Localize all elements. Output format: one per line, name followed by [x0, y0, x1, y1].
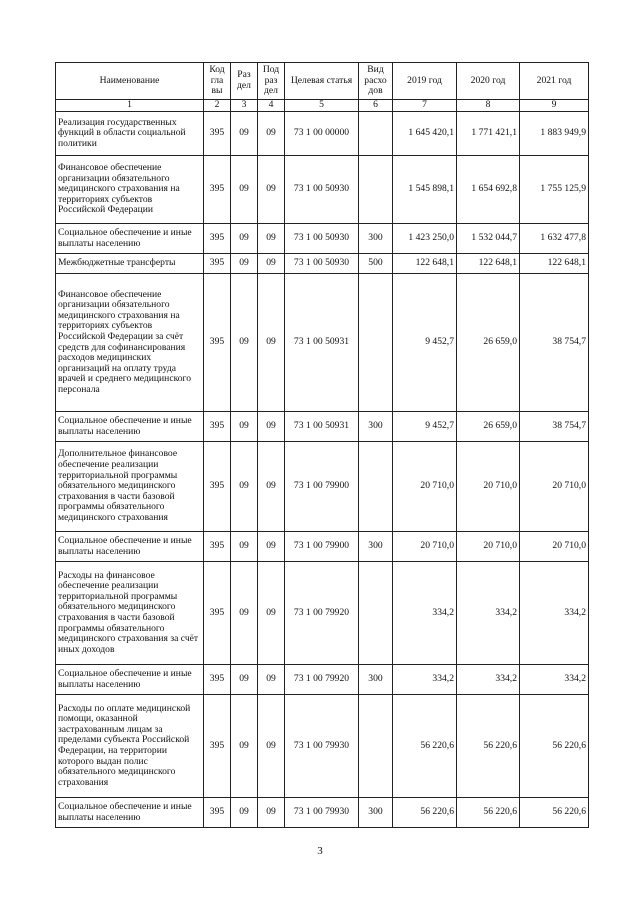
row-razdel: 09	[231, 224, 258, 254]
row-2019: 20 710,0	[393, 442, 457, 532]
row-name: Социальное обеспечение и иные выплаты населению	[56, 532, 204, 562]
row-statya: 73 1 00 79930	[285, 798, 359, 828]
row-2021: 334,2	[520, 665, 589, 695]
row-2019: 334,2	[393, 665, 457, 695]
budget-table	[55, 62, 589, 828]
row-kod: 395	[204, 532, 231, 562]
row-2019: 1 545 898,1	[393, 156, 457, 224]
row-2020: 56 220,6	[457, 695, 520, 798]
table-row	[56, 112, 589, 156]
row-razdel: 09	[231, 665, 258, 695]
column-number: 2	[204, 100, 231, 112]
row-2020: 1 771 421,1	[457, 112, 520, 156]
row-kod: 395	[204, 112, 231, 156]
row-podrazdel: 09	[258, 274, 285, 412]
row-2020: 1 654 692,8	[457, 156, 520, 224]
row-name: Финансовое обеспечение организации обязательного медицинского страхования на территориях субъектов Российской Федерации за счёт средств для софинансирования расходов медицинских организаций на оплату труда врачей и среднего медицинского персонала	[56, 274, 204, 412]
column-number: 7	[393, 100, 457, 112]
row-razdel: 09	[231, 442, 258, 532]
row-podrazdel: 09	[258, 532, 285, 562]
row-razdel: 09	[231, 112, 258, 156]
row-2019: 56 220,6	[393, 695, 457, 798]
row-2020: 334,2	[457, 562, 520, 665]
header-2021: 2021 год	[520, 63, 589, 100]
row-name: Дополнительное финансовое обеспечение реализации территориальной программы обязательного медицинского страхования в части базовой программы обязательного медицинского страхования	[56, 442, 204, 532]
row-razdel: 09	[231, 156, 258, 224]
row-name: Социальное обеспечение и иные выплаты населению	[56, 412, 204, 442]
row-kod: 395	[204, 254, 231, 274]
row-2021: 38 754,7	[520, 412, 589, 442]
row-name: Реализация государственных функций в области социальной политики	[56, 112, 204, 156]
row-2021: 20 710,0	[520, 532, 589, 562]
row-statya: 73 1 00 00000	[285, 112, 359, 156]
table-header-row	[56, 63, 589, 100]
row-kod: 395	[204, 274, 231, 412]
column-number: 5	[285, 100, 359, 112]
row-statya: 73 1 00 79930	[285, 695, 359, 798]
row-podrazdel: 09	[258, 224, 285, 254]
header-tselevaya-statya: Целевая статья	[285, 63, 359, 100]
table-row	[56, 274, 589, 412]
table-row	[56, 665, 589, 695]
row-vid: 500	[359, 254, 393, 274]
row-2021: 122 648,1	[520, 254, 589, 274]
row-razdel: 09	[231, 412, 258, 442]
table-row	[56, 562, 589, 665]
header-name: Наименование	[56, 63, 204, 100]
table-row	[56, 695, 589, 798]
row-podrazdel: 09	[258, 562, 285, 665]
row-2019: 122 648,1	[393, 254, 457, 274]
header-2019: 2019 год	[393, 63, 457, 100]
row-name: Расходы на финансовое обеспечение реализации территориальной программы обязательного медицинского страхования в части базовой программы обязательного медицинского страхования за счёт иных доходов	[56, 562, 204, 665]
row-vid: 300	[359, 532, 393, 562]
header-kod-glavy: Код гла вы	[204, 63, 231, 100]
row-kod: 395	[204, 156, 231, 224]
row-podrazdel: 09	[258, 442, 285, 532]
row-name: Социальное обеспечение и иные выплаты населению	[56, 224, 204, 254]
row-2021: 1 632 477,8	[520, 224, 589, 254]
column-number: 8	[457, 100, 520, 112]
row-vid	[359, 442, 393, 532]
row-name: Финансовое обеспечение организации обязательного медицинского страхования на территориях субъектов Российской Федерации	[56, 156, 204, 224]
table-row	[56, 412, 589, 442]
row-kod: 395	[204, 224, 231, 254]
column-number: 6	[359, 100, 393, 112]
row-2019: 9 452,7	[393, 274, 457, 412]
column-number: 1	[56, 100, 204, 112]
row-2021: 38 754,7	[520, 274, 589, 412]
row-kod: 395	[204, 412, 231, 442]
row-2021: 1 883 949,9	[520, 112, 589, 156]
column-number: 9	[520, 100, 589, 112]
row-kod: 395	[204, 442, 231, 532]
row-statya: 73 1 00 50931	[285, 412, 359, 442]
row-2019: 334,2	[393, 562, 457, 665]
row-razdel: 09	[231, 254, 258, 274]
row-statya: 73 1 00 50930	[285, 156, 359, 224]
row-vid	[359, 562, 393, 665]
row-statya: 73 1 00 79900	[285, 442, 359, 532]
row-razdel: 09	[231, 695, 258, 798]
row-razdel: 09	[231, 532, 258, 562]
row-statya: 73 1 00 79920	[285, 665, 359, 695]
row-kod: 395	[204, 562, 231, 665]
row-razdel: 09	[231, 274, 258, 412]
row-podrazdel: 09	[258, 665, 285, 695]
row-statya: 73 1 00 50931	[285, 274, 359, 412]
row-2019: 20 710,0	[393, 532, 457, 562]
row-statya: 73 1 00 79900	[285, 532, 359, 562]
row-2020: 1 532 044,7	[457, 224, 520, 254]
header-2020: 2020 год	[457, 63, 520, 100]
row-2021: 56 220,6	[520, 798, 589, 828]
row-podrazdel: 09	[258, 412, 285, 442]
row-2020: 26 659,0	[457, 412, 520, 442]
header-podrazdel: Под раз дел	[258, 63, 285, 100]
table-row	[56, 224, 589, 254]
row-kod: 395	[204, 798, 231, 828]
row-vid	[359, 695, 393, 798]
row-2020: 56 220,6	[457, 798, 520, 828]
row-vid	[359, 112, 393, 156]
column-number: 3	[231, 100, 258, 112]
row-2021: 334,2	[520, 562, 589, 665]
row-vid: 300	[359, 665, 393, 695]
header-vid-rashodov: Вид расхо дов	[359, 63, 393, 100]
row-2019: 1 645 420,1	[393, 112, 457, 156]
row-2020: 122 648,1	[457, 254, 520, 274]
row-statya: 73 1 00 79920	[285, 562, 359, 665]
row-razdel: 09	[231, 562, 258, 665]
row-vid: 300	[359, 224, 393, 254]
row-vid	[359, 274, 393, 412]
row-2019: 9 452,7	[393, 412, 457, 442]
row-vid: 300	[359, 412, 393, 442]
column-number-row	[56, 100, 589, 112]
row-razdel: 09	[231, 798, 258, 828]
row-2019: 1 423 250,0	[393, 224, 457, 254]
header-razdel: Раз дел	[231, 63, 258, 100]
table-row	[56, 442, 589, 532]
row-kod: 395	[204, 695, 231, 798]
page-number: 3	[317, 845, 323, 857]
row-2020: 20 710,0	[457, 442, 520, 532]
table-row	[56, 798, 589, 828]
row-name: Межбюджетные трансферты	[56, 254, 204, 274]
row-name: Социальное обеспечение и иные выплаты населению	[56, 665, 204, 695]
row-podrazdel: 09	[258, 798, 285, 828]
table-row	[56, 532, 589, 562]
row-2020: 20 710,0	[457, 532, 520, 562]
row-vid: 300	[359, 798, 393, 828]
row-podrazdel: 09	[258, 695, 285, 798]
row-statya: 73 1 00 50930	[285, 254, 359, 274]
table-row	[56, 254, 589, 274]
row-name: Социальное обеспечение и иные выплаты населению	[56, 798, 204, 828]
row-vid	[359, 156, 393, 224]
row-2019: 56 220,6	[393, 798, 457, 828]
table-row	[56, 156, 589, 224]
row-2021: 1 755 125,9	[520, 156, 589, 224]
row-kod: 395	[204, 665, 231, 695]
row-podrazdel: 09	[258, 254, 285, 274]
row-2021: 56 220,6	[520, 695, 589, 798]
row-2020: 334,2	[457, 665, 520, 695]
column-number: 4	[258, 100, 285, 112]
row-statya: 73 1 00 50930	[285, 224, 359, 254]
row-2021: 20 710,0	[520, 442, 589, 532]
row-podrazdel: 09	[258, 156, 285, 224]
row-2020: 26 659,0	[457, 274, 520, 412]
row-name: Расходы по оплате медицинской помощи, оказанной застрахованным лицам за пределами субъекта Российской Федерации, на территории которого выдан полис обязательного медицинского страхования	[56, 695, 204, 798]
row-podrazdel: 09	[258, 112, 285, 156]
